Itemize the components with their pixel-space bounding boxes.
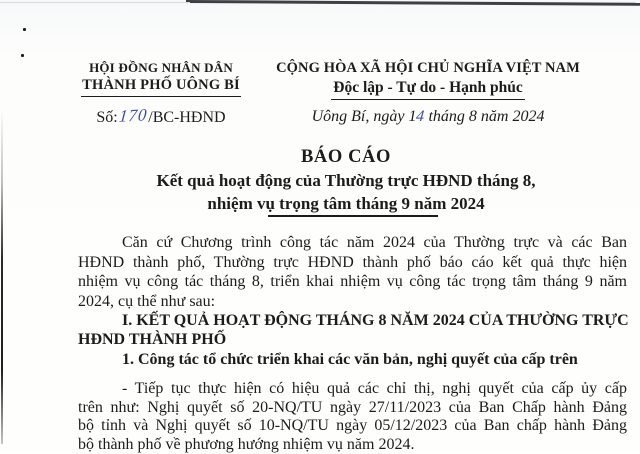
subsection-heading-1 [78,350,627,370]
scan-artifact-top-line [186,0,640,6]
text-line: - Tiếp tục thực hiện có hiệu quả các chỉ thị, nghị quyết của cấp ủy cấp [122,380,627,397]
report-subtitle-line1: Kết quả hoạt động của Thường trực HĐND tháng 8, [156,171,536,190]
scan-artifact-top-line-faint [0,2,190,3]
place-date-prefix: Uông Bí, ngày 1 [311,108,417,125]
issuer-name-line2-wrap [70,76,252,97]
text-line: nhiệm vụ công tác tháng 8, triển khai nhiệm vụ công tác trọng tâm tháng 9 năm [78,273,627,290]
issuer-name-line2: THÀNH PHỐ UÔNG BÍ [81,77,241,97]
national-motto: Độc lập - Tự do - Hạnh phúc [331,79,524,100]
scan-artifact-dot-2 [21,54,24,57]
body-paragraph-2 [78,380,627,454]
date-day-handwritten: 4 [415,108,426,125]
national-motto-wrap [276,77,580,100]
title-block [65,147,627,217]
report-title: BÁO CÁO [300,147,392,167]
issuer-block [70,60,252,127]
text-line: trên như: Nghị quyết số 20-NQ/TU ngày 27/11/2023 của Ban Chấp hành Đảng [78,398,627,416]
place-date-line [276,108,580,126]
text-line: HĐND thành phố, Thường trực HĐND thành phố báo cáo kết quả thực hiện [78,253,627,271]
document-number [70,107,252,127]
issuer-name-line1: HỘI ĐỒNG NHÂN DÂN [89,60,233,75]
section-heading-line: HĐND THÀNH PHỐ [78,331,227,348]
subsection-heading-line: 1. Công tác tổ chức triển khai các văn bản, nghị quyết của cấp trên [122,351,578,368]
section-heading-1 [78,311,627,349]
text-line: Căn cứ Chương trình công tác năm 2024 của Thường trực và các Ban [122,234,627,251]
report-subtitle-line2: nhiệm vụ trọng tâm tháng 9 năm 2024 [207,194,485,213]
place-date-suffix: tháng 8 năm 2024 [424,108,545,125]
text-line: bộ thành phố về phương hướng nhiệm vụ năm 2024. [78,435,415,453]
document-number-prefix: Số: [96,109,118,126]
scan-artifact-dot-1 [23,28,26,31]
document-number-suffix: /BC-HĐND [148,109,226,126]
text-line: 2024, cụ thể như sau: [78,292,216,310]
document-number-handwritten: 170 [117,105,149,126]
national-name: CỘNG HÒA XÃ HỘI CHỦ NGHĨA VIỆT NAM [276,60,580,76]
subtitle-underline [268,215,438,217]
body-paragraph-1 [78,233,627,311]
scan-artifact-left-line [1,108,3,444]
national-motto-block [276,60,580,126]
text-line: bộ tỉnh và Nghị quyết số 10-NQ/TU ngày 05/12/2023 của Ban chấp hành Đảng [78,417,627,435]
section-heading-line: I. KẾT QUẢ HOẠT ĐỘNG THÁNG 8 NĂM 2024 CỦA THƯỜNG TRỰC [122,312,629,329]
